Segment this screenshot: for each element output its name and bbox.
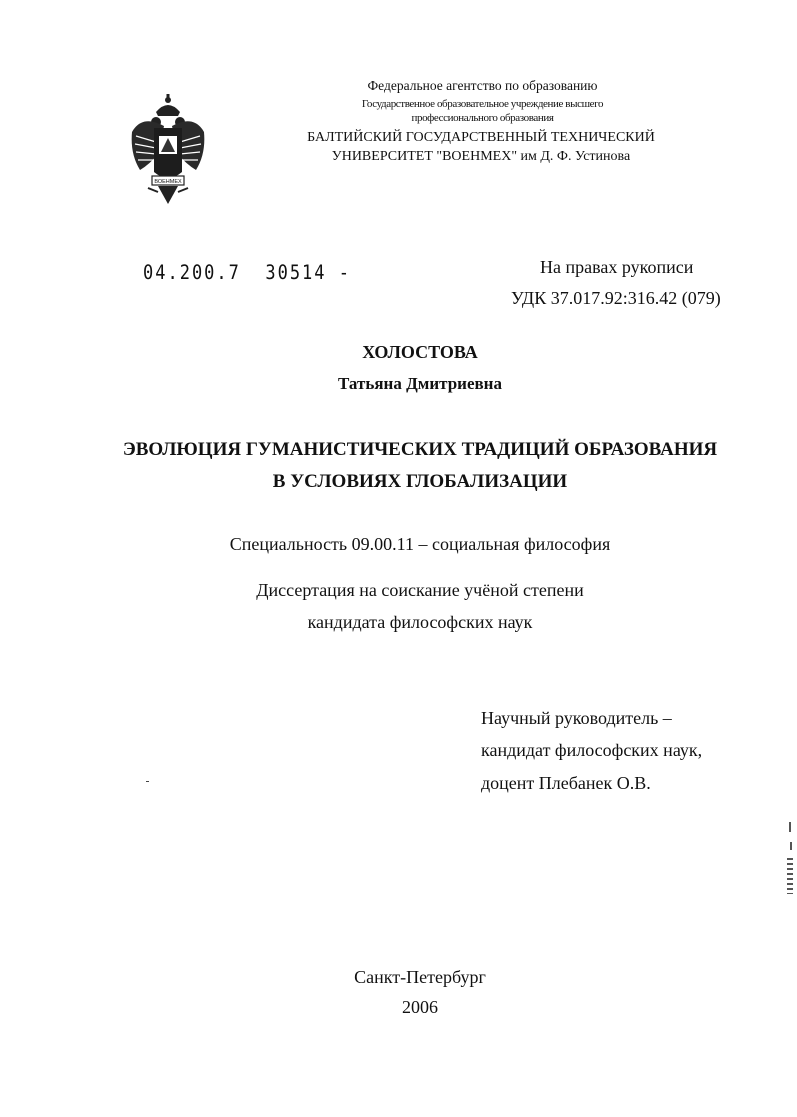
author-given-names: Татьяна Дмитриевна (338, 374, 502, 393)
scan-speck (789, 822, 791, 832)
scan-speck (146, 781, 149, 782)
degree-line-2: кандидата философских наук (307, 612, 533, 632)
author-surname: ХОЛОСТОВА (362, 342, 478, 362)
supervisor-degree: кандидат философских наук, (481, 740, 703, 760)
scan-speck (790, 842, 792, 850)
archive-stamp-number: 04.200.7 30514 - (143, 261, 351, 285)
city: Санкт-Петербург (354, 967, 486, 987)
emblem-text: ВОЕНМЕХ (154, 179, 182, 185)
institution-line-2: профессионального образования (411, 112, 554, 124)
dissertation-title-line-2: В УСЛОВИЯХ ГЛОБАЛИЗАЦИИ (272, 471, 568, 492)
institution-line-1: Государственное образовательное учреждение высшего (361, 98, 604, 110)
rights-notice: На правах рукописи (540, 257, 694, 277)
university-crest-emblem (128, 92, 208, 208)
scan-speck (787, 858, 793, 894)
udk-code: УДК 37.017.92:316.42 (079) (511, 288, 721, 308)
university-name-line-1: БАЛТИЙСКИЙ ГОСУДАРСТВЕННЫЙ ТЕХНИЧЕСКИЙ (307, 130, 655, 145)
dissertation-title-line-1: ЭВОЛЮЦИЯ ГУМАНИСТИЧЕСКИХ ТРАДИЦИЙ ОБРАЗОВАНИЯ (122, 439, 718, 460)
year: 2006 (402, 997, 438, 1017)
supervisor-role: Научный руководитель – (481, 708, 672, 728)
specialty: Специальность 09.00.11 – социальная философия (229, 534, 611, 554)
supervisor-name: доцент Плебанек О.В. (481, 773, 651, 793)
agency-name: Федеральное агентство по образованию (367, 78, 598, 93)
degree-line-1: Диссертация на соискание учёной степени (256, 580, 584, 600)
university-name-line-2: УНИВЕРСИТЕТ "ВОЕНМЕХ" им Д. Ф. Устинова (331, 149, 631, 164)
